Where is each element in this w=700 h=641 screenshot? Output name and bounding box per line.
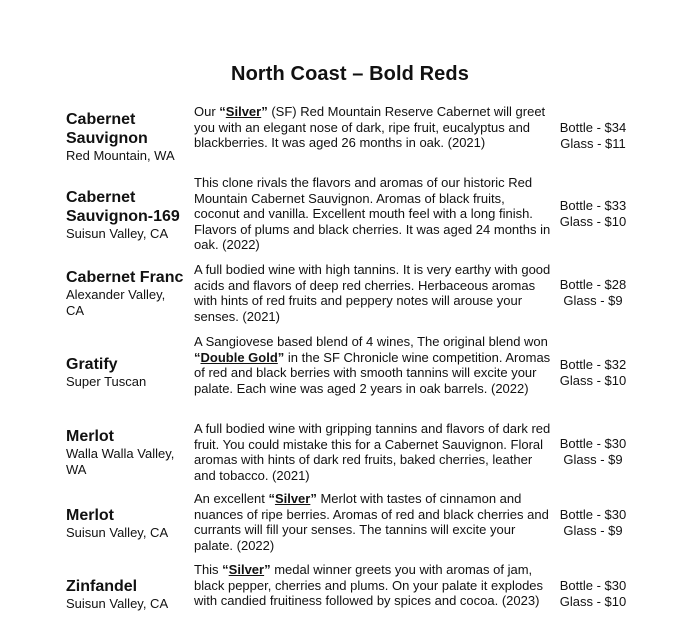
award-badge: “Double Gold” <box>194 349 285 365</box>
glass-price: Glass - $10 <box>559 594 627 609</box>
glass-price: Glass - $9 <box>563 523 623 538</box>
award-name: Double Gold <box>200 349 278 365</box>
wine-prices <box>552 436 634 468</box>
wine-name: Cabernet <box>66 111 136 128</box>
wine-region: Walla Walla Valley, <box>66 446 175 461</box>
description-text: An excellent <box>194 491 269 506</box>
wine-description <box>194 334 552 396</box>
wine-name-block <box>66 355 190 390</box>
wine-description <box>194 491 552 553</box>
bottle-price: Bottle - $30 <box>559 507 627 522</box>
description-text: This clone rivals the flavors and aromas of our historic Red Mountain Cabernet Sauvignon. Aromas of black fruits, coconut and vanilla. Excellent mouth feel with a long finish. Flavors of plums and black cherries. It was aged 24 months in oak. (2022) <box>194 175 551 253</box>
wine-name: Cabernet Franc <box>66 269 184 286</box>
glass-price: Glass - $11 <box>560 136 626 151</box>
award-badge: “Silver” <box>219 104 268 119</box>
wine-prices <box>552 277 634 309</box>
award-name: Silver <box>228 562 265 577</box>
wine-name: Gratify <box>66 356 118 373</box>
menu-title: North Coast – Bold Reds <box>231 63 469 85</box>
wine-name-block <box>66 577 190 612</box>
wine-name: Zinfandel <box>66 578 138 595</box>
wine-prices <box>552 198 634 230</box>
glass-price: Glass - $9 <box>563 452 623 467</box>
wine-name-block <box>66 110 190 164</box>
award-badge: “Silver” <box>222 562 271 577</box>
description-text: in the SF Chronicle wine competition. Aromas of red and black berries with smooth tannins will excite your palate. Each wine was aged 2 years in oak barrels. (2022) <box>194 349 551 396</box>
wine-description <box>194 104 552 151</box>
wine-name: Merlot <box>66 507 114 524</box>
description-text: This <box>194 562 223 577</box>
wine-region: WA <box>66 462 87 477</box>
description-text: (SF) Red Mountain Reserve Cabernet will greet you with an elegant nose of dark, ripe fruit, eucalyptus and blackberries. It was aged 26 months in oak. (2021) <box>194 104 546 151</box>
description-text: Merlot with tastes of cinnamon and nuances of ripe berries. Aromas of red and black cherries and currants will fill your senses. The tannins will excite your palate. (2022) <box>194 491 549 553</box>
wine-region: Alexander Valley, <box>66 287 166 302</box>
award-name: Silver <box>274 491 311 506</box>
glass-price: Glass - $9 <box>563 293 623 308</box>
wine-name: Sauvignon <box>66 130 148 147</box>
wine-name: Merlot <box>66 428 114 445</box>
description-text: A full bodied wine with high tannins. It is very earthy with good acids and flavors of deep red cherries. Herbaceous aromas with hints of red fruits and peppery notes will arouse your senses. (2021) <box>194 262 551 324</box>
wine-name: Sauvignon-169 <box>66 208 180 225</box>
wine-name-block <box>66 268 190 319</box>
description-text: medal winner greets you with aromas of jam, black pepper, cherries and plums. On your palate it explodes with candied fruitiness followed by spices and cocoa. (2023) <box>194 562 544 609</box>
wine-prices <box>552 120 634 152</box>
bottle-price: Bottle - $34 <box>559 120 627 135</box>
description-text: A full bodied wine with gripping tannins and flavors of dark red fruit. You could mistake this for a Cabernet Sauvignon. Floral aromas with hints of dark red fruits, baked cherries, leather and tobacco. (2021) <box>194 421 551 483</box>
glass-price: Glass - $10 <box>559 214 627 229</box>
wine-name-block <box>66 427 190 478</box>
wine-prices <box>552 357 634 389</box>
award-name: Silver <box>225 104 262 119</box>
wine-region: Super Tuscan <box>66 374 147 389</box>
award-badge: “Silver” <box>268 491 317 506</box>
wine-region: Suisun Valley, CA <box>66 525 169 540</box>
wine-prices <box>552 578 634 610</box>
wine-region: Suisun Valley, CA <box>66 226 169 241</box>
wine-name: Cabernet <box>66 189 136 206</box>
wine-region: Red Mountain, WA <box>66 148 175 163</box>
description-text: A Sangiovese based blend of 4 wines, The original blend won <box>194 334 548 349</box>
wine-region: CA <box>66 303 85 318</box>
bottle-price: Bottle - $28 <box>559 277 627 292</box>
bottle-price: Bottle - $32 <box>559 357 627 372</box>
wine-description <box>194 421 552 483</box>
wine-description <box>194 262 552 324</box>
glass-price: Glass - $10 <box>559 373 627 388</box>
wine-prices <box>552 507 634 539</box>
wine-name-block <box>66 188 190 242</box>
bottle-price: Bottle - $33 <box>559 198 627 213</box>
bottle-price: Bottle - $30 <box>559 436 627 451</box>
wine-description <box>194 175 552 253</box>
wine-region: Suisun Valley, CA <box>66 596 169 611</box>
wine-name-block <box>66 506 190 541</box>
wine-description <box>194 562 552 609</box>
bottle-price: Bottle - $30 <box>559 578 627 593</box>
description-text: Our <box>194 104 220 119</box>
